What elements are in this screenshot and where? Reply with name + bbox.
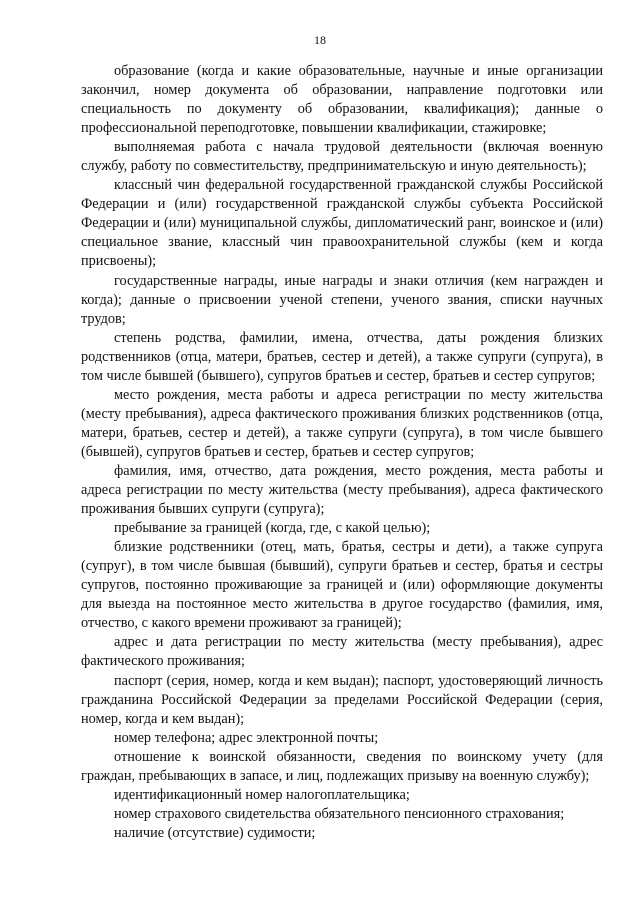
paragraph: образование (когда и какие образовательные, научные и иные организации закончил, номер документа об образовании, направление подготовки или специальность по документу об образовании, квалификация); данные о профессиональной переподготовке, повышении квалификации, стажировке; bbox=[81, 63, 603, 137]
paragraph: выполняемая работа с начала трудовой деятельности (включая военную службу, работу по совместительству, предпринимательскую и иную деятельность); bbox=[81, 139, 603, 175]
paragraph: адрес и дата регистрации по месту жительства (месту пребывания), адрес фактического проживания; bbox=[81, 634, 603, 670]
paragraph: близкие родственники (отец, мать, братья, сестры и дети), а также супруга (супруг), в том числе бывшая (бывший), супруги братьев и сестер, братья и сестры супругов, постоянно проживающие за границей и (или) оформляющие документы для выезда на постоянное место жительства в другое государство (фамилия, имя, отчество, с какого времени проживают за границей); bbox=[81, 539, 603, 632]
paragraph: степень родства, фамилии, имена, отчества, даты рождения близких родственников (отца, матери, братьев, сестер и детей), а также супруги (супруга), в том числе бывшей (бывшего), супругов братьев и сестер, братьев и сестер супругов; bbox=[81, 329, 603, 384]
paragraph: паспорт (серия, номер, когда и кем выдан); паспорт, удостоверяющий личность гражданина Российской Федерации за пределами Российской Федерации (серия, номер, когда и кем выдан); bbox=[81, 672, 603, 727]
paragraph: наличие (отсутствие) судимости; bbox=[114, 824, 316, 841]
paragraph: место рождения, места работы и адреса регистрации по месту жительства (месту пребывания), адреса фактического проживания близких родственников (отца, матери, братьев, сестер и детей), а также супруги (супруга), в том числе бывшего (бывшей), супругов братьев и сестер, братьев и сестер супругов; bbox=[81, 386, 603, 460]
paragraph: отношение к воинской обязанности, сведения по воинскому учету (для граждан, пребывающих в запасе, и лиц, подлежащих призыву на военную службу); bbox=[81, 748, 603, 784]
page-number: 18 bbox=[314, 33, 326, 47]
paragraph: идентификационный номер налогоплательщика; bbox=[114, 786, 410, 803]
paragraph: номер телефона; адрес электронной почты; bbox=[114, 729, 379, 746]
paragraph: классный чин федеральной государственной гражданской службы Российской Федерации и (или) государственной гражданской службы субъекта Российской Федерации и (или) муниципальной службы, дипломатический ранг, воинское и (или) специальное звание, классный чин правоохранительной службы (кем и когда присвоены); bbox=[81, 177, 603, 270]
document-body bbox=[81, 62, 603, 843]
paragraph: номер страхового свидетельства обязательного пенсионного страхования; bbox=[114, 805, 565, 822]
paragraph: пребывание за границей (когда, где, с какой целью); bbox=[114, 520, 431, 537]
paragraph: государственные награды, иные награды и знаки отличия (кем награжден и когда); данные о присвоении ученой степени, ученого звания, списки научных трудов; bbox=[81, 272, 603, 327]
paragraph: фамилия, имя, отчество, дата рождения, место рождения, места работы и адреса регистрации по месту жительства (месту пребывания), адреса фактического проживания бывших супруги (супруга); bbox=[81, 462, 603, 518]
